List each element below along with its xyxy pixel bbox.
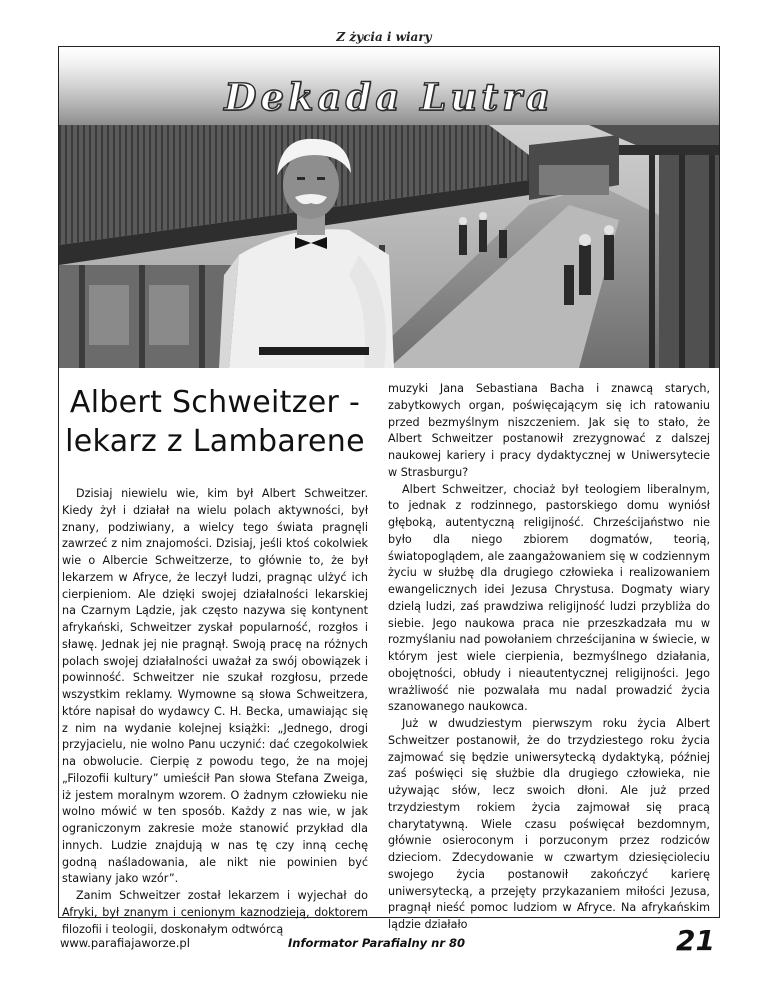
banner xyxy=(59,47,719,125)
page-number: 21 xyxy=(676,924,715,957)
article-title xyxy=(62,383,368,461)
article-paragraph: Zanim Schweitzer został lekarzem i wyjechał do Afryki, był znanym i cenionym kaznodzieją, doktorem filozofii i teologii, doskonałym odtwórcą xyxy=(62,889,368,936)
footer-magazine-title: Informator Parafialny nr 80 xyxy=(288,936,466,950)
article-column-left xyxy=(62,486,368,938)
article-column-right xyxy=(388,381,710,934)
article-paragraph: muzyki Jana Sebastiana Bacha i znawcą starych, zabytkowych organ, poświęcającym się ich ratowaniu przed bezmyślnym niszczeniem. Jak się to stało, że Albert Schweitzer postanowił zrezygnować z dalszej naukowej kariery i pracy dydaktycznej w Uniwersytecie w Strasburgu? xyxy=(388,382,710,479)
article-title-line2: lekarz z Lambarene xyxy=(65,424,365,459)
article-paragraph: Dzisiaj niewielu wie, kim był Albert Schweitzer. Kiedy żył i działał na wielu polach aktywności, był znany, podziwiany, a wielcy tego świata pragnęli zawrzeć z nim znajomości. Dzisiaj, jeśli ktoś cokolwiek wie o Albercie Schweitzerze, to głównie to, że był lekarzem w Afryce, że leczył ludzi, pragnąc ulżyć ich cierpieniom. Ale dzięki swojej działalności lekarskiej na Czarnym Lądzie, jak często nazywa się kontynent afrykański, Schweitzer zyskał popularność, rozgłos i sławę. Jednak jej nie pragnął. Swoją pracę na różnych polach swojej działalności uważał za swój obowiązek i powinność. Schweitzer nie szukał rozgłosu, przede wszystkim reklamy. Wymowne są słowa Schweitzera, które napisał do wydawcy C. H. Becka, umawiając się z nim na wydanie kolejnej książki: „Jednego, drogi przyjacielu, nie wolno Panu uczynić: dać czegokolwiek na obwolucie. Cierpię z powodu tego, że na mojej „Filozofii kultury” umieścił Pan słowa Stefana Zweiga, iż jestem moralnym wzorem. O żadnym człowieku nie wolno mówić w ten sposób. Każdy z nas wie, w jak ograniczonym zakresie może stanowić przykład dla innych. Ludzie znajdują w nas tę czy inną cechę godną naśladowania, ale nikt nie powinien być stawiany jako wzór”. xyxy=(62,487,368,886)
article-title-line1: Albert Schweitzer - xyxy=(69,385,361,420)
section-header: Z życia i wiary xyxy=(336,30,432,44)
article-paragraph: Już w dwudziestym pierwszym roku życia Albert Schweitzer postanowił, że do trzydziestego roku życia zajmować się będzie uniwersytecką dydaktyką, później zaś poświęci się służbie dla drugiego człowieka, nie używając słów, lecz swoich dłoni. Ale już przed trzydziestym rokiem życia zajmował się pracą charytatywną. Wiele czasu poświęcał bezdomnym, głównie osieroconym i porzuconym przez rodziców dzieciom. Zdecydowanie w czwartym dziesięcioleciu swojego życia postanowił zakończyć karierę uniwersytecką, a przejęty przykazaniem miłości Jezusa, pragnął nieść pomoc ludziom w Afryce. Na afrykańskim lądzie działało xyxy=(388,717,710,931)
banner-title: Dekada Lutra xyxy=(224,75,554,119)
footer-website-link[interactable]: www.parafiajaworze.pl xyxy=(60,936,190,950)
article-paragraph: Albert Schweitzer, chociaż był teologiem liberalnym, to jednak z rodzinnego, pastorskiego domu wyniósł głęboką, autentyczną religijność. Chrześcijaństwo nie było dla niego zbiorem dogmatów, teorią, światopoglądem, ale zaangażowaniem się w codziennym życiu w służbę dla drugiego człowieka i realizowaniem ewangelicznych idei Jezusa Chrystusa. Dogmaty wiary dzielą ludzi, zaś prawdziwa religijność ludzi przybliża do siebie. Jego naukowa praca nie przeszkadzała mu w rozmyślaniu nad powołaniem chrześcijanina w świecie, w którym jest wiele cierpienia, bezmyślnego działania, obojętności, obłudy i nieautentycznej religijności. Jego wrażliwość nie pozwalała mu nadal prowadzić życia szanowanego naukowca. xyxy=(388,482,710,714)
article-photo xyxy=(59,125,719,368)
